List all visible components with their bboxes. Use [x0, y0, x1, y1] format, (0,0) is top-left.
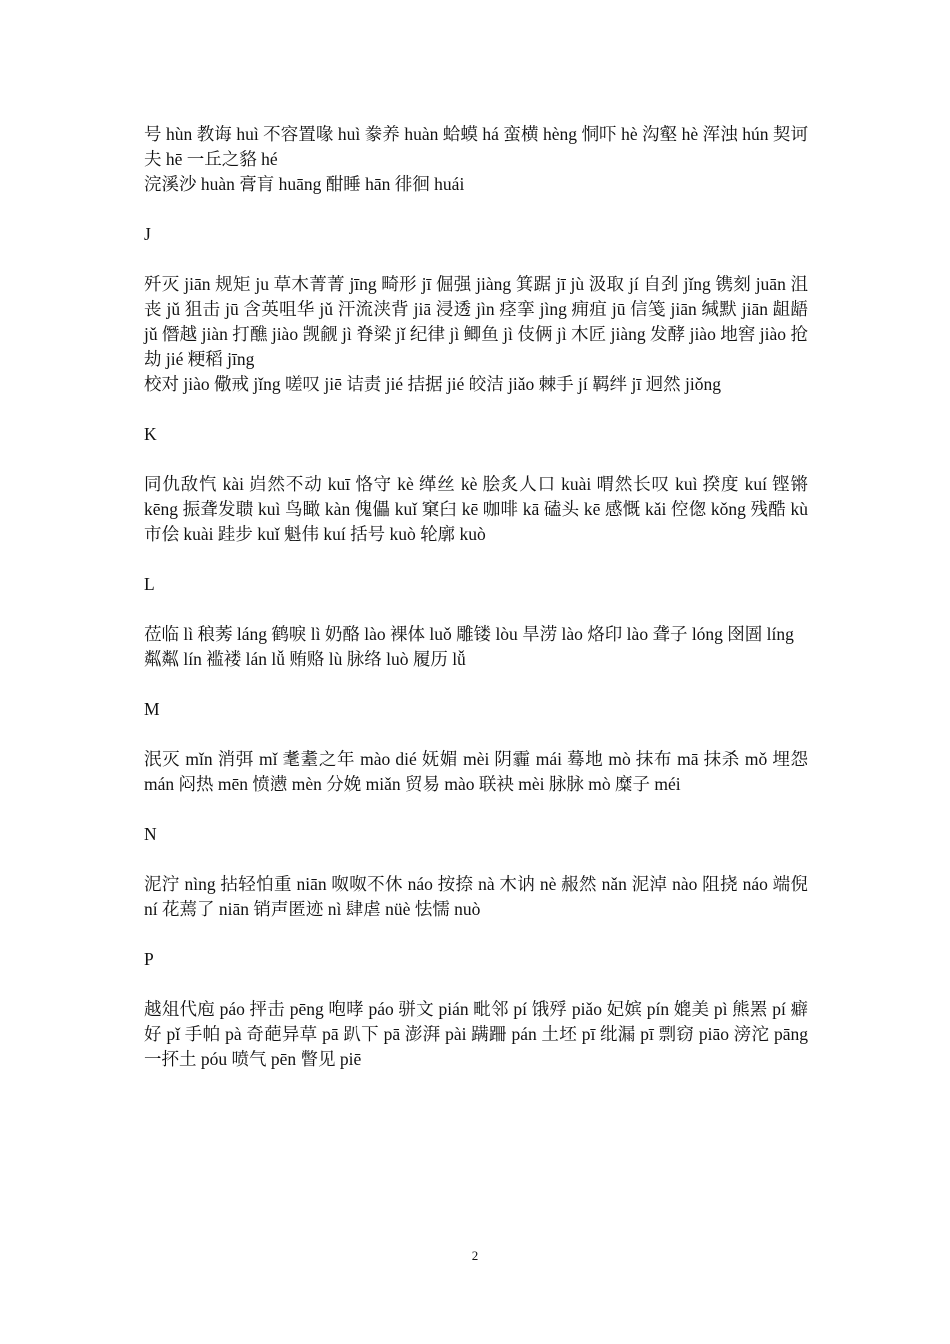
- page-number: 2: [471, 1248, 479, 1263]
- section-heading-m: M: [144, 699, 160, 719]
- section-spacer: [144, 922, 808, 947]
- section-heading-p: P: [144, 949, 154, 969]
- section-spacer: [144, 597, 808, 622]
- section-spacer: [144, 722, 808, 747]
- section-heading-l: L: [144, 574, 155, 594]
- section-spacer: [144, 447, 808, 472]
- section-spacer: [144, 972, 808, 997]
- section-spacer: [144, 247, 808, 272]
- document-body: [144, 122, 808, 1072]
- j-section-paragraph-1: 歼灭 jiān 规矩 ju 草木菁菁 jīng 畸形 jī 倔强 jiàng 箕踞 jī jù 汲取 jí 自刭 jǐng 镌刻 juān 沮丧 jǔ 狙击 jū 含英咀华 jǔ 汗流浃背 jiā 浸透 jìn 痉挛 jìng 痈疽 jū 信笺 jiān 缄默 jiān 龃龉 jǔ 僭越 jiàn 打醮 jiào 觊觎 jì 脊梁 jǐ 纪律 jì 鲫鱼 jì 伎俩 jì 木匠 jiàng 发酵 jiào 地窖 jiào 抢劫 jié 粳稻 jīng: [144, 274, 808, 369]
- p-section-paragraph-1: 越俎代庖 páo 抨击 pēng 咆哮 páo 骈文 pián 毗邻 pí 饿殍 piǎo 妃嫔 pín 媲美 pì 熊罴 pí 癖好 pǐ 手帕 pà 奇葩异草 pā 趴下 pā 澎湃 pài 蹒跚 pán 土坯 pī 纰漏 pī 剽窃 piāo 滂沱 pāng 一抔土 póu 喷气 pēn 瞥见 piē: [144, 999, 808, 1069]
- section-heading-k: K: [144, 424, 157, 444]
- section-spacer: [144, 547, 808, 572]
- h-section-paragraph-1: 号 hùn 教诲 huì 不容置喙 huì 豢养 huàn 蛤蟆 há 蛮横 hèng 恫吓 hè 沟壑 hè 浑浊 hún 契诃夫 hē 一丘之貉 hé: [144, 124, 808, 169]
- section-heading-n: N: [144, 824, 157, 844]
- k-section-paragraph-1: 同仇敌忾 kài 岿然不动 kuī 恪守 kè 缂丝 kè 脍炙人口 kuài 喟然长叹 kuì 揆度 kuí 铿锵 kēng 振聋发聩 kuì 鸟瞰 kàn 傀儡 kuǐ 窠臼 kē 咖啡 kā 磕头 kē 感慨 kǎi 倥偬 kǒng 残酷 kù 市侩 kuài 跬步 kuǐ 魁伟 kuí 括号 kuò 轮廓 kuò: [144, 474, 808, 544]
- n-section-paragraph-1: 泥泞 nìng 拈轻怕重 niān 呶呶不休 náo 按捺 nà 木讷 nè 赧然 nǎn 泥淖 nào 阻挠 náo 端倪 ní 花蔫了 niān 销声匿迹 nì 肆虐 nüè 怯懦 nuò: [144, 874, 808, 919]
- section-spacer: [144, 397, 808, 422]
- section-spacer: [144, 847, 808, 872]
- section-spacer: [144, 797, 808, 822]
- section-spacer: [144, 672, 808, 697]
- m-section-paragraph-1: 泯灭 mǐn 消弭 mǐ 耄耋之年 mào dié 妩媚 mèi 阴霾 mái 蓦地 mò 抹布 mā 抹杀 mǒ 埋怨 mán 闷热 mēn 愤懑 mèn 分娩 miǎn 贸易 mào 联袂 mèi 脉脉 mò 糜子 méi: [144, 749, 808, 794]
- j-section-paragraph-2: 校对 jiào 儆戒 jǐng 嗟叹 jiē 诘责 jié 拮据 jié 皎洁 jiǎo 棘手 jí 羁绊 jī 迥然 jiǒng: [144, 374, 721, 394]
- l-section-paragraph-1: 莅临 lì 稂莠 láng 鹤唳 lì 奶酪 lào 裸体 luǒ 雕镂 lòu 旱涝 lào 烙印 lào 聋子 lóng 囹圄 líng: [144, 624, 794, 644]
- h-section-paragraph-2: 浣溪沙 huàn 膏肓 huāng 酣睡 hān 徘徊 huái: [144, 174, 465, 194]
- section-heading-j: J: [144, 224, 151, 244]
- l-section-paragraph-2: 粼粼 lín 褴褛 lán lǚ 贿赂 lù 脉络 luò 履历 lǚ: [144, 649, 466, 669]
- section-spacer: [144, 197, 808, 222]
